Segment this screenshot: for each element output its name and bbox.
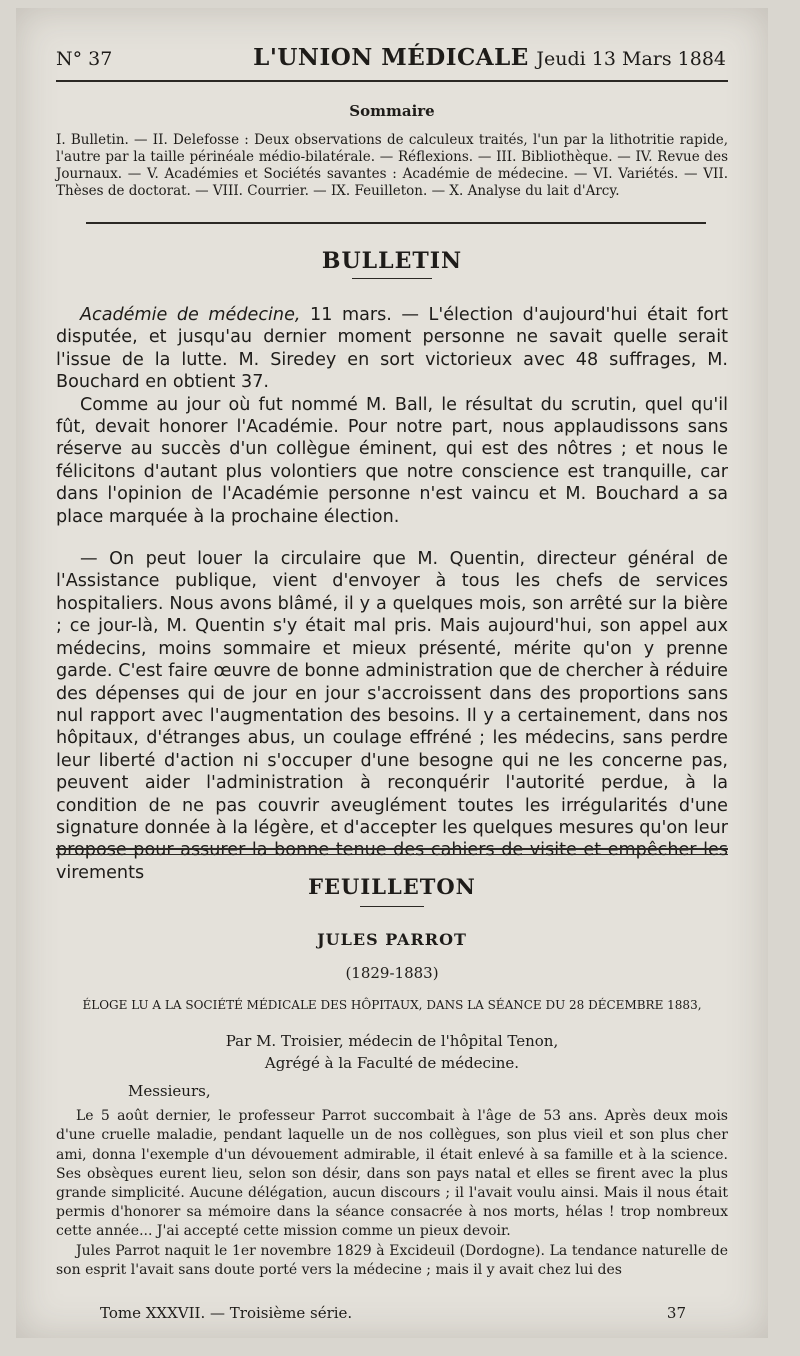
feuilleton-text [56,1082,728,1280]
newspaper-page [16,8,768,1338]
feuilleton-underline [360,906,424,907]
footer-page-number: 37 [666,1304,686,1322]
bulletin-paragraph-1 [56,304,728,394]
bulletin-underline [352,278,432,279]
author-title-line: Agrégé à la Faculté de médecine. [264,1054,520,1072]
salutation: Messieurs, [128,1082,211,1100]
page-header [56,44,726,78]
author-line: Par M. Troisier, médecin de l'hôpital Tenon, [225,1032,559,1050]
feuilleton-rule-1 [56,848,728,850]
feuilleton-paragraph-2: Jules Parrot naquit le 1er novembre 1829 à Excideuil (Dordogne). La tendance naturelle de son esprit l'avait sans doute porté vers la médecine ; mais il y avait chez lui des [56,1242,728,1278]
feuilleton-rule-2 [56,854,728,855]
header-rule [56,80,728,82]
issue-date: Jeudi 13 Mars 1884 [536,48,726,70]
bulletin-text [56,304,728,884]
summary-text: I. Bulletin. — II. Delefosse : Deux observations de calculeux traités, l'un par la lithotritie rapide, l'autre par la taille périnéale médio-bilatérale. — Réflexions. — III. Bibliothèque. — IV. Revue des Journaux. — V. Académies et Sociétés savantes : Académie de médecine. — VI. Variétés. — VII. Thèses de doctorat. — VIII. Courrier. — IX. Feuilleton. — X. Analyse du lait d'Arcy. [56,132,728,199]
bulletin-p1-rest: 11 mars. — L'élection d'aujourd'hui était fort disputée, et jusqu'au dernier moment personne ne savait quelle serait l'issue de la lutte. M. Siredey en sort victorieux avec 48 suffrages, M. Bouchard en obtient 37. [56,305,728,393]
page-footer [100,1304,686,1322]
bulletin-paragraph-3: — On peut louer la circulaire que M. Quentin, directeur général de l'Assistance publique, vient d'envoyer à tous les chefs de services hospitaliers. Nous avons blâmé, il y a quelques mois, son arrêté sur la bière ; ce jour-là, M. Quentin s'y était mal pris. Mais aujourd'hui, son appel aux médecins, moins sommaire et mieux présenté, mérite qu'on y prenne garde. C'est faire œuvre de bonne administration que de chercher à réduire des dépenses qui de jour en jour s'accroissent dans des proportions sans nul rapport avec l'augmentation des besoins. Il y a certainement, dans nos hôpitaux, d'étranges abus, un coulage effréné ; les médecins, sans perdre leur liberté d'action ni s'occuper d'une besogne qui ne les concerne pas, peuvent aider l'administration à reconquérir l'autorité perdue, à la condition de ne pas couvrir aveuglément toutes les irrégularités d'une signature donnée à la légère, et d'accepter les quelques mesures qu'on leur propose pour assurer la bonne tenue des cahiers de visite et empêcher les virements [56,549,728,883]
bulletin-p1-italic: Académie de médecine, [80,305,301,325]
subject-years: (1829-1883) [345,964,439,982]
footer-volume: Tome XXXVII. — Troisième série. [100,1304,353,1322]
summary-title: Sommaire [349,102,435,120]
feuilleton-paragraph-1: Le 5 août dernier, le professeur Parrot succombait à l'âge de 53 ans. Après deux mois d'une cruelle maladie, pendant laquelle un de nos collègues, son plus vieil et son plus cher ami, donna l'exemple d'un dévouement admirable, il était enlevé à sa famille et à la science. Ses obsèques eurent lieu, selon son désir, dans son pays natal et elles se firent avec la plus grande simplicité. Aucune délégation, aucun discours ; il l'avait voulu ainsi. Mais il nous était permis d'honorer sa mémoire dans la séance consacrée à nos morts, hélas ! trop nombreux cette année... J'ai accepté cette mission comme un pieux devoir. [56,1108,728,1240]
subject-name: JULES PARROT [317,930,467,949]
eloge-line: ÉLOGE LU A LA SOCIÉTÉ MÉDICALE DES HÔPITAUX, DANS LA SÉANCE DU 28 DÉCEMBRE 1883, [82,998,702,1012]
bulletin-title: BULLETIN [321,248,463,274]
bulletin-paragraph-2: Comme au jour où fut nommé M. Ball, le résultat du scrutin, quel qu'il fût, devait honorer l'Académie. Pour notre part, nous applaudissons sans réserve au succès d'un collègue éminent, qui est des nôtres ; et nous le félicitons d'autant plus volontiers que notre conscience est tranquille, car dans l'opinion de l'Académie personne n'est vaincu et M. Bouchard a sa place marquée à la prochaine élection. [56,394,728,527]
feuilleton-title: FEUILLETON [308,874,476,899]
issue-number: N° 37 [56,48,113,70]
summary-rule [86,222,706,224]
journal-title: L'UNION MÉDICALE [253,44,529,71]
